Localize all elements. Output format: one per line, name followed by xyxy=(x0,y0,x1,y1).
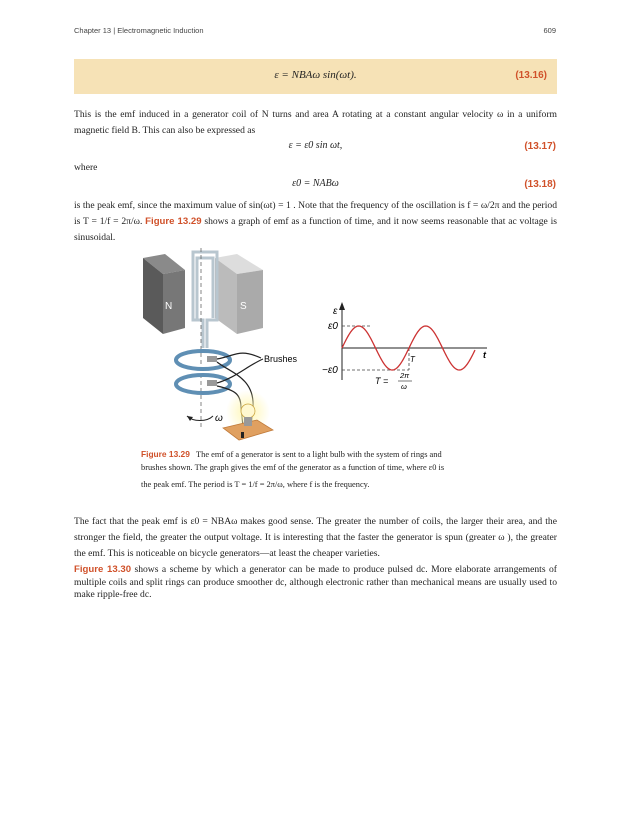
figure-13-29-link[interactable]: Figure 13.29 xyxy=(145,216,202,227)
caption-line-2: brushes shown. The graph gives the emf of the generator as a function of time, where ε0 is xyxy=(141,463,445,472)
paragraph-peak-emf xyxy=(74,198,557,246)
equation-13-18: ε0 = NABω xyxy=(292,178,339,189)
graph-label-neg-peak: −ε0 xyxy=(322,365,338,376)
pulsed-dc-text: shows a scheme by which a generator can be made to produce pulsed dc. More elaborate arrangements of multiple coils and split rings can produce smoother dc, although electronic rather than mechanical means are usually used to make ripple-free dc. xyxy=(74,564,557,600)
period-formula-den: ω xyxy=(401,382,407,391)
omega-label: ω xyxy=(215,413,223,424)
graph-label-emf: ε xyxy=(333,306,338,317)
period-formula-num: 2π xyxy=(400,371,410,380)
paragraph-pulsed-dc xyxy=(74,564,557,602)
period-formula-lhs: T = xyxy=(375,376,389,386)
running-header-chapter: Chapter 13 | Electromagnetic Induction xyxy=(74,26,204,35)
peak-emf-text-cont: shows a graph of emf as a function of time, and it now seems reasonable that ac voltage is sinusoidal. xyxy=(74,216,557,243)
caption-label: Figure 13.29 xyxy=(141,449,190,459)
magnet-label-n: N xyxy=(165,301,173,312)
equation-number-13-18: (13.18) xyxy=(524,179,556,190)
caption-line-3: the peak emf. The period is T = 1/f = 2π/ω, where f is the frequency. xyxy=(141,480,370,489)
rotating-coil xyxy=(193,252,217,348)
light-bulb xyxy=(223,390,273,440)
magnet-label-s: S xyxy=(240,301,247,312)
caption-line-1: The emf of a generator is sent to a light bulb with the system of rings and xyxy=(196,450,442,459)
brushes-label: Brushes xyxy=(264,354,298,364)
graph-label-peak: ε0 xyxy=(328,321,338,332)
where-text: where xyxy=(74,162,98,173)
south-magnet xyxy=(215,254,263,334)
north-magnet xyxy=(143,254,185,334)
figure-13-29-caption xyxy=(141,448,481,491)
page-number: 609 xyxy=(543,26,556,35)
figure-13-30-link[interactable]: Figure 13.30 xyxy=(74,564,132,575)
equation-box-13-16 xyxy=(74,59,557,94)
graph-label-period: T xyxy=(410,355,415,364)
equation-number-13-16: (13.16) xyxy=(515,70,547,81)
paragraph-peak-emf-sense: The fact that the peak emf is ε0 = NBAω makes good sense. The greater the number of coils, the larger their area, and the stronger the field, the greater the output voltage. It is interesting that the faster the generator is spun (greater ω ), the greater the emf. This is noticeable on bicycle generators—at least the cheaper varieties. xyxy=(74,516,557,559)
peak-emf-text: is the peak emf, since the maximum value of sin(ωt) = 1 . Note that the frequency of the oscillation is f = ω/2π and the period is T = 1/f = 2π/ω. xyxy=(74,200,557,227)
graph-label-t: t xyxy=(483,350,486,360)
equation-13-17: ε = ε0 sin ωt, xyxy=(288,140,343,151)
equation-number-13-17: (13.17) xyxy=(524,141,556,152)
paragraph-emf-intro: This is the emf induced in a generator coil of N turns and area A rotating at a constant angular velocity ω in a uniform magnetic field B. This can also be expressed as xyxy=(74,109,557,136)
emf-graph xyxy=(322,302,487,391)
figure-13-29-generator xyxy=(135,248,495,448)
equation-13-16: ε = NBAω sin(ωt). xyxy=(274,69,357,81)
